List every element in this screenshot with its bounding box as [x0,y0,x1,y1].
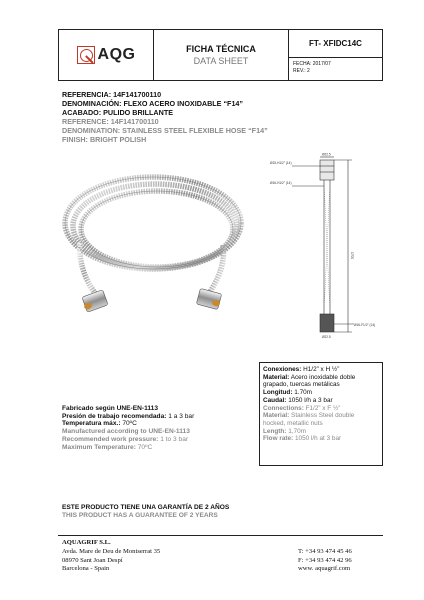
guarantee-es: ESTE PRODUCTO TIENE UNA GARANTÍA DE 2 AÑOS [62,504,230,511]
sheet-header [58,29,383,81]
logo-text: AQG [97,46,136,63]
spec-value: F1/2” x F ½” [303,404,341,412]
spec-value: Stainless Steel double [289,412,355,420]
spec-value: Acero inoxidable doble [289,373,356,381]
denomination-es: DENOMINACIÓN: FLEXO ACERO INOXIDABLE “F14” [62,99,244,108]
drawing-label-dim-1: Ø22.5 [322,152,331,157]
website-link[interactable]: www. aquagrif.com [298,565,351,573]
title-es: FICHA TÉCNICA [186,44,256,54]
document-code: FT- XFIDC14C [289,30,382,58]
spec-flow-en [263,435,379,443]
address-line-3: Barcelona - Spain [62,565,110,573]
hose-nut-right [196,288,221,309]
document-date: FECHA: 2017/07 [293,61,331,67]
standards-block [62,405,194,451]
spec-value: 1 a 3 bar [166,412,195,420]
title-en: DATA SHEET [193,56,249,66]
spec-value: 70ºC [135,443,153,451]
pressure-es [62,413,194,421]
spec-length-en [263,428,379,436]
spec-material-es-cont: grapado, tuercas metálicas [263,381,340,389]
spec-value: 1 to 3 bar [158,435,189,443]
spec-key: Length: [263,427,287,435]
spec-value: 1,70m [286,427,306,435]
reference-en: REFERENCE: 14F141700110 [62,117,159,126]
spec-flow-es [263,397,379,405]
product-info [62,90,268,144]
spec-key: Connections: [263,404,304,412]
company-logo [77,46,136,64]
spec-connections-en [263,405,379,413]
hose-coils [65,177,241,297]
drawing-label-dim-2: Ø22.5 [322,335,331,339]
spec-key: Flow rate: [263,435,294,443]
logo-cell [59,30,154,80]
company-name: AQUAGRIF S.L. [62,539,111,546]
title-cell [154,30,289,80]
spec-material-en-cont: hocked, metallic nuts [263,419,323,427]
standard-es: Fabricado según UNE-EN-1113 [62,405,159,412]
hose-photo [58,165,248,315]
spec-key: Caudal: [263,396,287,404]
spec-connections-es [263,366,379,374]
pressure-en [62,436,194,444]
finish-es: ACABADO: PULIDO BRILLANTE [62,108,173,117]
denomination-en: DENOMINATION: STAINLESS STEEL FLEXIBLE HOSE “F14” [62,126,268,135]
spec-key: Temperatura máx.: [62,420,121,428]
drawing-label-thread-1: Ø15-H1/2" (14) [270,161,292,165]
spec-key: Material: [263,412,290,420]
finish-en: FINISH: BRIGHT POLISH [62,135,147,144]
drawing-label-thread-2: Ø16-H1/2" (14) [270,181,292,185]
technical-drawing [268,152,378,340]
spec-key: Recommended work pressure: [62,435,159,443]
specs-box [259,362,383,466]
document-rev: REV.: 2 [293,68,310,74]
temperature-en [62,444,194,452]
guarantee-block [62,504,229,520]
code-cell [289,30,382,80]
address-line-1: Avda. Mare de Deu de Montserrat 35 [62,548,161,555]
standard-en: Manufactured according to UNE-EN-1113 [62,428,190,436]
drawing-label-length: 1700 [350,252,354,260]
spec-material-es [263,374,379,382]
spec-key: Presión de trabajo recomendada: [62,412,167,420]
spec-length-es [263,389,379,397]
document-meta [289,58,382,75]
spec-key: Longitud: [263,389,293,397]
phone-number: T: +34 93 474 45 46 [298,548,352,555]
hose-nut-left [82,290,108,313]
spec-value: H1/2” x H ½” [301,366,340,373]
drawing-label-thread-3: Ø16-F1/2" (14) [354,323,376,327]
guarantee-en: THIS PRODUCT HAS A GUARANTEE OF 2 YEARS [62,512,218,519]
company-contact [298,548,352,574]
company-address [62,548,160,574]
spec-value: 70ºC [120,420,137,428]
temperature-es [62,420,194,428]
spec-value: 1050 l/h a 3 bar [286,396,333,404]
spec-key: Maximum Temperature: [62,443,136,451]
page-footer [58,535,383,589]
spec-key: Material: [263,373,290,381]
address-line-2: 08970 Sant Joan Despí [62,556,123,564]
spec-key: Conexiones: [263,366,302,373]
logo-mark-icon [77,46,95,64]
fax-number: F: +34 93 474 42 96 [298,556,352,564]
spec-material-en [263,412,379,420]
spec-value: 1.70m [292,389,313,397]
reference-es: REFERENCIA: 14F141700110 [62,90,162,99]
spec-value: 1050 l/h at 3 bar [293,435,342,443]
